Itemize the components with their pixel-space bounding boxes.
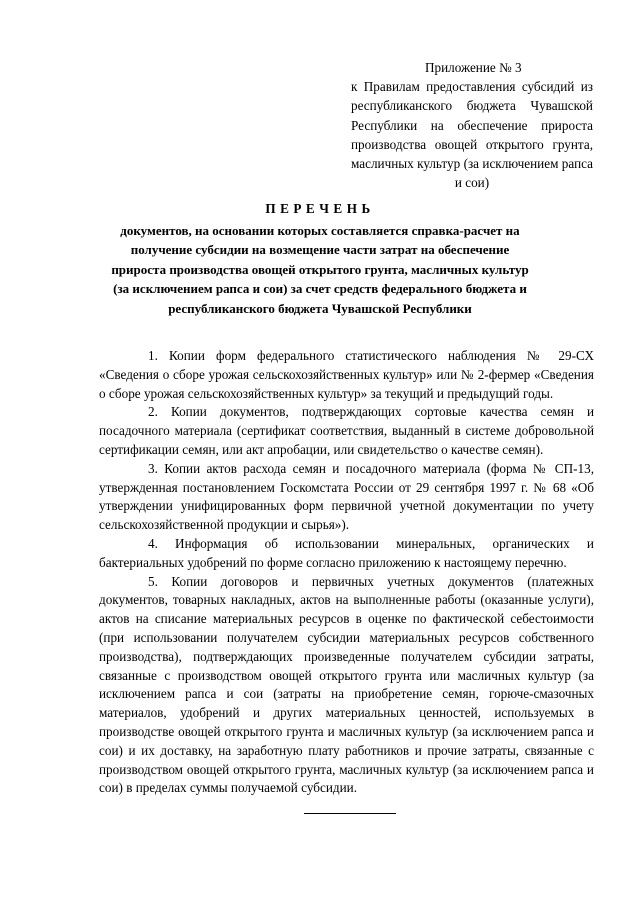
list-item-3: 3. Копии актов расхода семян и посадочного материала (форма № СП-13, утвержденная постановлением Госкомстата России от 29 сентября 1997 г. № 68 «Об утверждении унифицированных форм первичной учетной документации по учету сельскохозяйственной продукции и сырья»).: [99, 460, 594, 533]
document-subtitle: документов, на основании которых составляется справка-расчет на получение субсидии на возмещение части затрат на обеспечение прироста производства овощей открытого грунта, масличных культур (за исключением рапса и сои) за счет средств федерального бюджета и республиканского бюджета Чувашской Республики: [111, 223, 529, 316]
appendix-title: Приложение № 3: [425, 60, 522, 75]
list-item-1: 1. Копии форм федерального статистического наблюдения № 29-СХ «Сведения о сборе урожая сельскохозяйственных культур» или № 2-фермер «Сведения о сборе урожая сельскохозяйственных культур» за текущий и предыдущий годы.: [99, 348, 594, 401]
document-title: ПЕРЕЧЕНЬ: [265, 201, 375, 216]
list-item-5: 5. Копии договоров и первичных учетных документов (платежных документов, товарных накладных, актов на выполненные работы (оказанные услуги), актов на списание материальных ресурсов в оценке по фактической себестоимости (при использовании получателем субсидии материальных ресурсов собственного производства), подтверждающих произведенные получателем субсидии затраты, связанные с производством овощей открытого грунта или масличных культур (за исключением рапса и сои (затраты на приобретение семян, горюче-смазочных материалов, удобрений и других материальных ценностей, используемых в производстве овощей открытого грунта и масличных культур (за исключением рапса и сои) и их доставку, на заработную плату работников и прочие затраты, связанные с производством овощей открытого грунта, масличных культур (за исключением рапса и сои) в пределах суммы получаемой субсидии.: [99, 573, 594, 796]
list-item-4: 4. Информация об использовании минеральных, органических и бактериальных удобрений по форме согласно приложению к настоящему перечню.: [99, 535, 594, 570]
list-item-2: 2. Копии документов, подтверждающих сортовые качества семян и посадочного материала (сертификат соответствия, выданный в системе добровольной сертификации семян, или акт апробации, или свидетельство о качестве семян).: [99, 404, 594, 457]
document-list: [99, 347, 594, 798]
appendix-header: [351, 58, 593, 192]
appendix-text: к Правилам предоставления субсидий из республиканского бюджета Чувашской Республики на обеспечение прироста производства овощей открытого грунта, масличных культур (за исключением рапса и сои): [351, 79, 593, 191]
end-divider: [304, 813, 396, 814]
